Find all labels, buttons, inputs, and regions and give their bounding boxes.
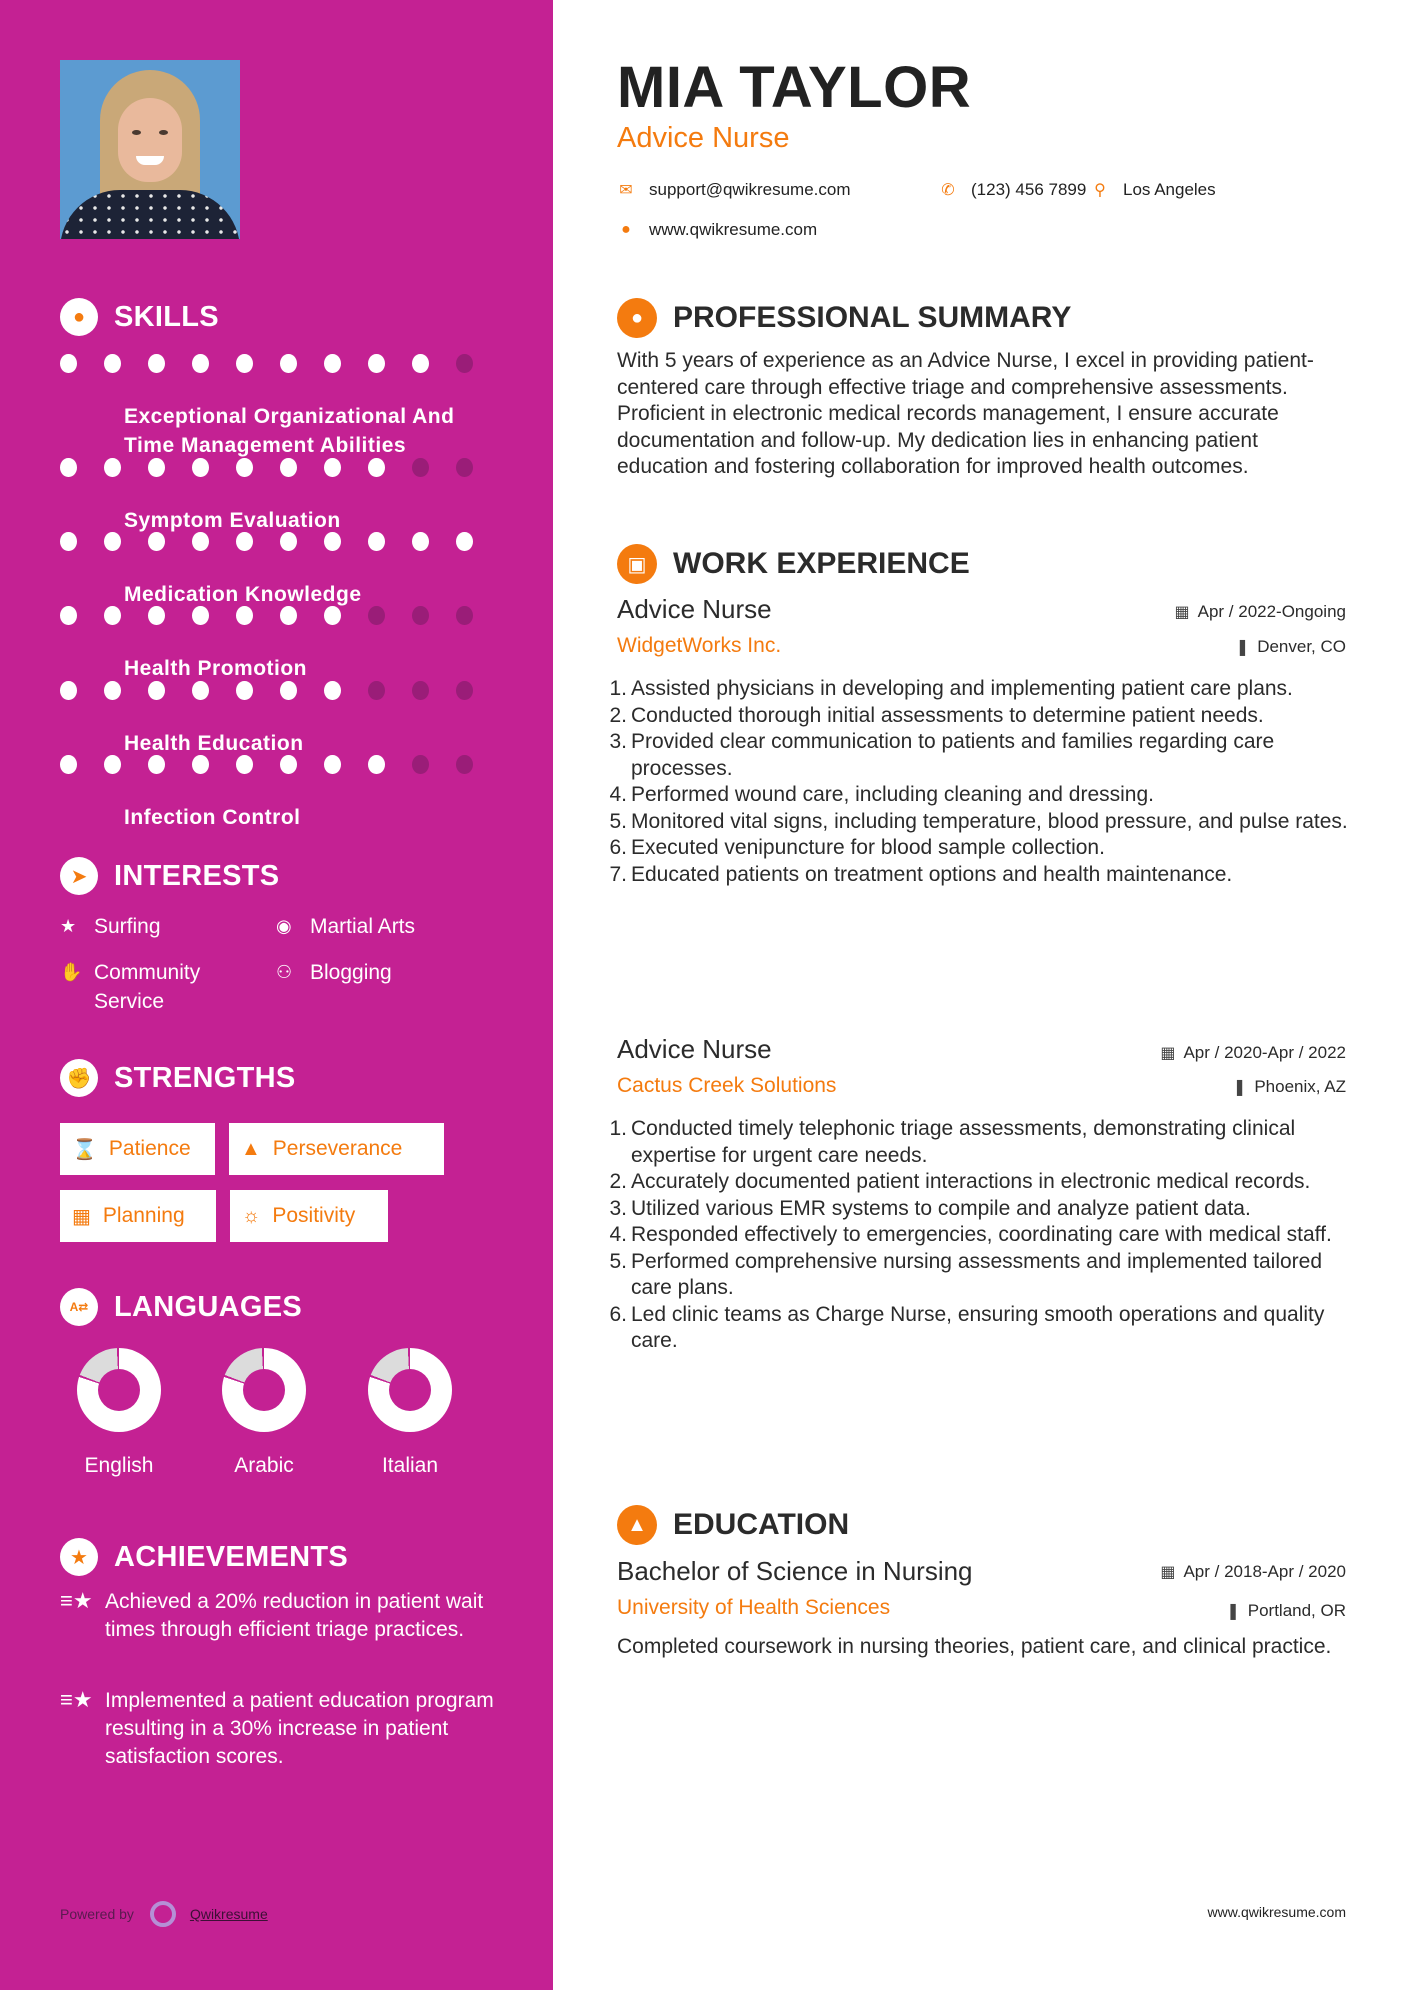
language-item: Italian — [345, 1348, 475, 1478]
skill-name: Symptom Evaluation — [124, 509, 341, 532]
degree-title: Bachelor of Science in Nursing — [617, 1556, 973, 1586]
candidate-name: MIA TAYLOR — [617, 55, 972, 120]
candidate-role: Advice Nurse — [617, 122, 790, 154]
skill-item — [60, 675, 500, 755]
achievement-item: ≡★ Achieved a 20% reduction in patient wait times through efficient triage practices. — [60, 1588, 500, 1644]
calendar-icon: ▦ — [1174, 604, 1190, 621]
job-title: Advice Nurse — [617, 1034, 772, 1064]
skill-item — [60, 749, 500, 829]
contact-website[interactable]: ● www.qwikresume.com — [617, 220, 817, 240]
footer-website-link[interactable]: www.qwikresume.com — [1207, 1904, 1346, 1920]
translate-icon: A⇄ — [60, 1288, 98, 1326]
list-item: 7. Educated patients on treatment options and health maintenance. — [609, 862, 1233, 886]
star-icon: ★ — [60, 916, 77, 936]
job-location: ❚ Phoenix, AZ — [1232, 1077, 1346, 1096]
shooting-star-icon: ≡★ — [60, 1687, 93, 1712]
skill-name: Health Promotion — [124, 657, 308, 680]
raised-fist-icon: ✊ — [60, 1059, 98, 1097]
language-proficiency-donut — [77, 1348, 161, 1432]
skill-rating — [60, 532, 500, 551]
strength-badge: ⌛ Patience — [60, 1123, 215, 1175]
calendar-icon: ▦ — [1160, 1045, 1176, 1062]
main-content — [553, 0, 1407, 1990]
list-item: 1. Conducted timely telephonic triage assessments, demonstrating clinical expertise for urgent care needs. — [609, 1117, 1296, 1167]
languages-heading: A⇄ LANGUAGES — [60, 1288, 302, 1326]
pushpin-icon: ❚ — [1226, 1603, 1240, 1620]
job-location: ❚ Denver, CO — [1235, 637, 1346, 656]
qwikresume-link[interactable]: Qwikresume — [189, 1906, 268, 1922]
shooting-star-icon: ≡★ — [60, 1588, 93, 1613]
school-name: University of Health Sciences — [617, 1596, 891, 1619]
interest-item: ⚇ Blogging — [276, 958, 392, 987]
envelope-icon: ✉ — [619, 182, 633, 199]
job-responsibilities — [607, 1116, 1357, 1355]
list-item: 6. Executed venipuncture for blood sample collection. — [609, 836, 1105, 859]
list-item: 3. Provided clear communication to patients and families regarding care processes. — [609, 730, 1275, 780]
skill-rating — [60, 354, 500, 373]
skill-name: Exceptional Organizational And Time Management Abilities — [124, 405, 455, 457]
list-item: 4. Performed wound care, including cleaning and dressing. — [609, 783, 1154, 806]
strength-badge: ☼ Positivity — [230, 1190, 388, 1242]
language-item: English — [54, 1348, 184, 1478]
graduate-icon: ▲ — [617, 1505, 657, 1545]
skills-heading: ● SKILLS — [60, 298, 219, 336]
language-proficiency-donut — [368, 1348, 452, 1432]
summary-text: With 5 years of experience as an Advice Nurse, I excel in providing patient-centered care through effective triage and comprehensive assessments. Proficient in electronic medical records management, I ensure accurate documentation and follow-up. My dedication lies in enhancing patient education and fostering collaboration for improved health outcomes. — [617, 349, 1314, 478]
list-item: 5. Performed comprehensive nursing assessments and implemented tailored care plans. — [609, 1249, 1323, 1299]
experience-heading: ▣ WORK EXPERIENCE — [617, 544, 970, 584]
job-dates: ▦ Apr / 2022-Ongoing — [1174, 602, 1346, 621]
job-company: Cactus Creek Solutions — [617, 1074, 837, 1097]
skill-name: Health Education — [124, 732, 304, 755]
list-item: 3. Utilized various EMR systems to compile and analyze patient data. — [609, 1196, 1251, 1220]
powered-by: Powered by Qwikresume — [60, 1901, 268, 1927]
interest-item: ✋ Community Service — [60, 958, 260, 1016]
contact-location: ⚲ Los Angeles — [1091, 180, 1216, 200]
strength-badge: ▦ Planning — [60, 1190, 216, 1242]
education-dates: ▦ Apr / 2018-Apr / 2020 — [1160, 1562, 1346, 1581]
pushpin-icon: ❚ — [1232, 1079, 1247, 1096]
skill-rating — [60, 606, 500, 625]
list-item: 4. Responded effectively to emergencies, coordinating care with medical staff. — [609, 1223, 1332, 1246]
interest-item: ◉ Martial Arts — [276, 912, 415, 941]
user-icon: ● — [617, 298, 657, 338]
list-item: 1. Assisted physicians in developing and implementing patient care plans. — [609, 677, 1293, 700]
users-icon: ⚇ — [276, 962, 293, 982]
language-proficiency-donut — [222, 1348, 306, 1432]
shooting-star-icon: ★ — [60, 1538, 98, 1576]
phone-icon: ✆ — [941, 182, 955, 199]
skill-item — [60, 348, 500, 457]
list-item: 6. Led clinic teams as Charge Nurse, ensuring smooth operations and quality care. — [609, 1302, 1325, 1352]
job-title: Advice Nurse — [617, 594, 772, 624]
sidebar — [0, 0, 553, 1990]
office-chair-icon: ▣ — [617, 544, 657, 584]
education-description: Completed coursework in nursing theories, patient care, and clinical practice. — [617, 1635, 1332, 1658]
skill-name: Medication Knowledge — [124, 583, 362, 606]
education-heading: ▲ EDUCATION — [617, 1505, 849, 1545]
lightbulb-icon: ● — [60, 298, 98, 336]
globe-icon: ◉ — [276, 916, 292, 936]
strengths-heading: ✊ STRENGTHS — [60, 1059, 296, 1097]
list-item: 2. Accurately documented patient interactions in electronic medical records. — [609, 1170, 1311, 1193]
calendar-icon: ▦ — [72, 1205, 91, 1228]
language-item: Arabic — [199, 1348, 329, 1478]
qwikresume-logo-icon — [150, 1901, 176, 1927]
globe-icon: ● — [621, 221, 631, 238]
achievements-heading: ★ ACHIEVEMENTS — [60, 1538, 348, 1576]
achievement-item: ≡★ Implemented a patient education program resulting in a 30% increase in patient satisfaction scores. — [60, 1687, 500, 1771]
fist-icon: ✋ — [60, 962, 83, 982]
interests-heading: ➤ INTERESTS — [60, 857, 279, 895]
job-dates: ▦ Apr / 2020-Apr / 2022 — [1160, 1043, 1346, 1062]
strength-badge: ▲ Perseverance — [229, 1123, 444, 1175]
calendar-icon: ▦ — [1160, 1564, 1176, 1581]
skill-name: Infection Control — [124, 806, 301, 829]
contact-phone[interactable]: ✆ (123) 456 7899 — [939, 180, 1086, 200]
list-item: 2. Conducted thorough initial assessments to determine patient needs. — [609, 703, 1264, 727]
pushpin-icon: ❚ — [1235, 639, 1250, 656]
skill-item — [60, 452, 500, 532]
contact-email[interactable]: ✉ support@qwikresume.com — [617, 180, 851, 200]
summary-heading: ● PROFESSIONAL SUMMARY — [617, 298, 1071, 338]
job-company: WidgetWorks Inc. — [617, 634, 782, 657]
skill-item — [60, 526, 500, 606]
skill-rating — [60, 458, 500, 477]
hourglass-icon: ⌛ — [72, 1138, 97, 1161]
location-pin-icon: ⚲ — [1094, 182, 1106, 199]
job-responsibilities — [607, 676, 1357, 888]
list-item: 5. Monitored vital signs, including temperature, blood pressure, and pulse rates. — [609, 809, 1348, 833]
education-location: ❚ Portland, OR — [1226, 1601, 1346, 1620]
interest-item: ★ Surfing — [60, 912, 161, 941]
sun-icon: ☼ — [242, 1204, 261, 1227]
road-icon: ▲ — [241, 1137, 261, 1160]
paper-plane-icon: ➤ — [60, 857, 98, 895]
skill-rating — [60, 755, 500, 774]
skill-rating — [60, 681, 500, 700]
profile-photo — [60, 60, 240, 239]
skill-item — [60, 600, 500, 680]
